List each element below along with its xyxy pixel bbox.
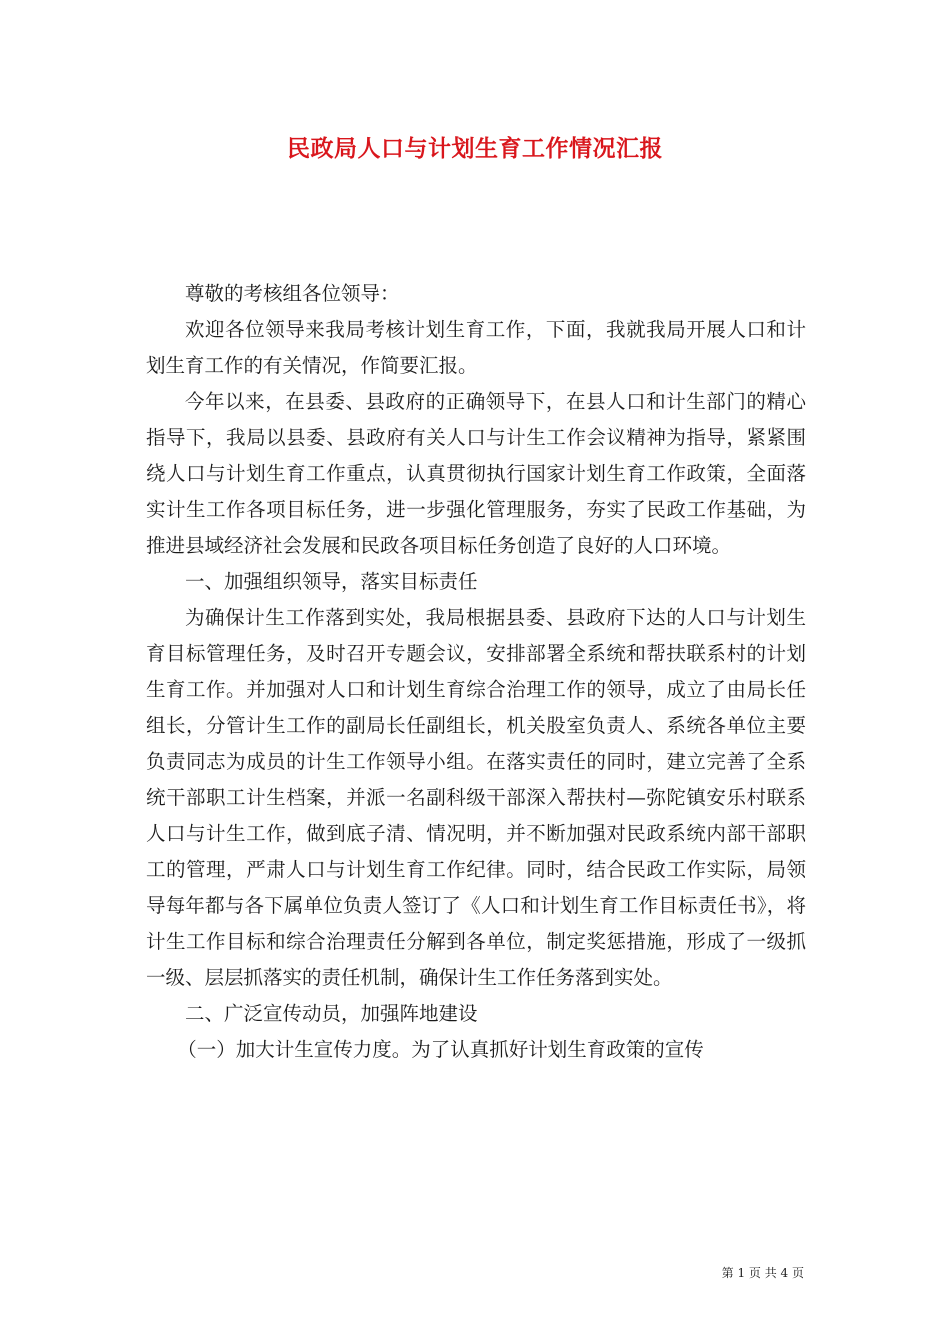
section-1-paragraph: 为确保计生工作落到实处，我局根据县委、县政府下达的人口与计划生育目标管理任务，及时召开专题会议，安排部署全系统和帮扶联系村的计划生育工作。并加强对人口和计划生育综合治理工作的领导，成立了由局长任组长，分管计生工作的副局长任副组长，机关股室负责人、系统各单位主要负责同志为成员的计生工作领导小组。在落实责任的同时，建立完善了全系统干部职工计生档案，并派一名副科级干部深入帮扶村—弥陀镇安乐村联系人口与计生工作，做到底子清、情况明，并不断加强对民政系统内部干部职工的管理，严肃人口与计划生育工作纪律。同时，结合民政工作实际，局领导每年都与各下属单位负责人签订了《人口和计划生育工作目标责任书》，将计生工作目标和综合治理责任分解到各单位，制定奖惩措施，形成了一级抓一级、层层抓落实的责任机制，确保计生工作任务落到实处。 (146, 606, 806, 989)
section-heading-1: 一、加强组织领导，落实目标责任 (185, 570, 478, 593)
overview-paragraph: 今年以来，在县委、县政府的正确领导下，在县人口和计生部门的精心指导下，我局以县委、县政府有关人口与计生工作会议精神为指导，紧紧围绕人口与计划生育工作重点，认真贯彻执行国家计划生育工作政策，全面落实计生工作各项目标任务，进一步强化管理服务，夯实了民政工作基础，为推进县域经济社会发展和民政各项目标任务创造了良好的人口环境。 (146, 390, 806, 557)
intro-paragraph: 欢迎各位领导来我局考核计划生育工作，下面，我就我局开展人口和计划生育工作的有关情况，作简要汇报。 (146, 318, 806, 377)
subsection-paragraph-1: （一）加大计生宣传力度。为了认真抓好计划生育政策的宣传 (177, 1038, 704, 1061)
salutation-paragraph: 尊敬的考核组各位领导： (185, 282, 400, 305)
page-number: 第 1 页 共 4 页 (721, 1266, 804, 1280)
document-body (146, 276, 806, 1068)
document-title: 民政局人口与计划生育工作情况汇报 (287, 135, 663, 162)
section-heading-2: 二、广泛宣传动员，加强阵地建设 (185, 1002, 478, 1025)
